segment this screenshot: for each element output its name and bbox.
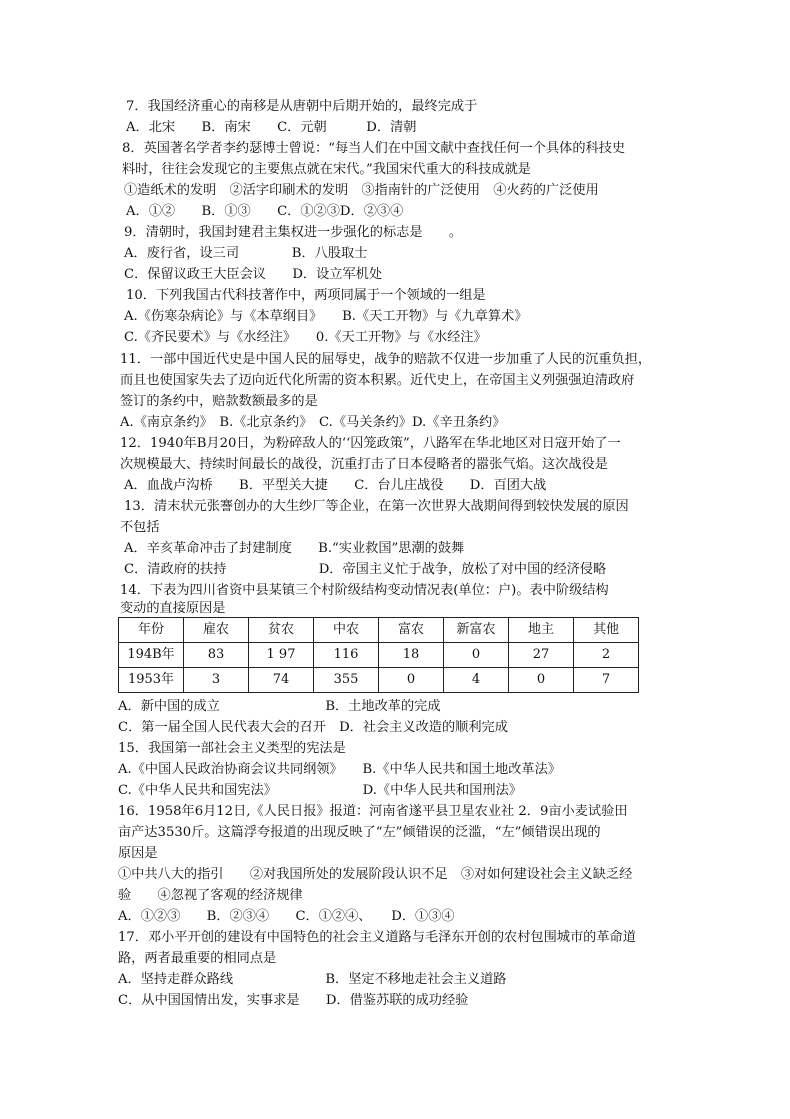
table-header-cell: 贫农 [249, 618, 314, 643]
q7-stem: 7．我国经济重心的南移是从唐朝中后期开始的，最终完成于 [126, 99, 478, 114]
q9-options-ab: A．废行省，设三司 B．八股取士 [124, 246, 368, 261]
table-header-row [119, 618, 639, 643]
table-header-cell: 新富农 [444, 618, 509, 643]
table-header-cell: 雇农 [184, 618, 249, 643]
q16-stem-2: 亩产达3530斤。这篇浮夸报道的出现反映了“左”倾错误的泛滥，“左”倾错误出现的 [118, 825, 601, 840]
q15-stem: 15．我国第一部社会主义类型的宪法是 [118, 741, 346, 756]
q13-stem-2: 不包括 [120, 520, 160, 535]
q17-stem-1: 17．邓小平开创的建设有中国特色的社会主义道路与毛泽东开创的农村包围城市的革命道 [118, 930, 636, 945]
q16-items-1: ①中共八大的指引 ②对我国所处的发展阶段认识不足 ③对如何建设社会主义缺乏经 [118, 867, 633, 882]
q7-options: A．北宋 B．南宋 C．元朝 D．清朝 [126, 120, 417, 135]
q8-stem-2: 料时，往往会发现它的主要焦点就在宋代。”我国宋代重大的科技成就是 [122, 162, 531, 177]
q17-options-cd: C．从中国国情出发，实事求是 D．借鉴苏联的成功经验 [118, 993, 469, 1008]
q14-options-ab: A．新中国的成立 B．土地改革的完成 [118, 699, 441, 714]
table-cell: 1953年 [119, 668, 184, 693]
table-header-cell: 中农 [314, 618, 379, 643]
q16-stem-1: 16．1958年6月12日,《人民日报》报道：河南省遂平县卫星农业社 2．9亩小麦试验田 [118, 804, 628, 819]
q17-stem-2: 路，两者最重要的相同点是 [118, 951, 277, 966]
q9-stem: 9．清朝时，我国封建君主集权进一步强化的标志是 。 [124, 225, 463, 240]
table-row [119, 668, 639, 693]
table-header-cell: 地主 [509, 618, 574, 643]
table-cell: 1 97 [249, 643, 314, 668]
table-cell: 4 [444, 668, 509, 693]
table-header-cell: 其他 [574, 618, 639, 643]
q10-options-cd: C.《齐民要术》与《水经注》 0.《天工开物》与《水经注》 [124, 330, 487, 345]
q16-stem-3: 原因是 [118, 846, 158, 861]
q10-stem: 10．下列我国古代科技著作中，两项同属于一个领域的一组是 [126, 288, 486, 303]
table-cell: 18 [379, 643, 444, 668]
q11-stem-1: 11．一部中国近代史是中国人民的屈辱史，战争的赔款不仅进一步加重了人民的沉重负担， [120, 352, 652, 367]
q13-options-ab: A．辛亥革命冲击了封建制度 B.“实业救国”思潮的鼓舞 [124, 541, 465, 556]
q11-stem-3: 签订的条约中，赔款数额最多的是 [120, 394, 318, 409]
q16-options: A．①②③ B．②③④ C．①②④、 D．①③④ [118, 909, 455, 924]
q8-items: ①造纸术的发明 ②活字印刷术的发明 ③指南针的广泛使用 ④火药的广泛使用 [124, 183, 599, 198]
table-cell: 194B年 [119, 643, 184, 668]
table-cell: 355 [314, 668, 379, 693]
q15-options-ab: A.《中国人民政治协商会议共同纲领》 B.《中华人民共和国土地改革法》 [118, 762, 561, 777]
q14-stem-2: 变动的直接原因是 [120, 601, 226, 616]
q17-options-ab: A．坚持走群众路线 B．坚定不移地走社会主义道路 [118, 972, 507, 987]
q13-options-cd: C．清政府的扶持 D．帝国主义忙于战争，放松了对中国的经济侵略 [124, 562, 607, 577]
table-cell: 2 [574, 643, 639, 668]
q14-options-cd: C．第一届全国人民代表大会的召开 D．社会主义改造的顺利完成 [118, 720, 508, 735]
q12-stem-1: 12．1940年B月20日，为粉碎敌人的‘‘囚笼政策”，八路军在华北地区对日寇开始了一 [120, 436, 621, 451]
q11-options: A.《南京条约》 B.《北京条约》 C.《马关条约》D.《辛丑条约》 [120, 415, 506, 430]
q12-stem-2: 次规模最大、持续时间最长的战役，沉重打击了日本侵略者的嚣张气焰。这次战役是 [120, 457, 608, 472]
table-row [119, 643, 639, 668]
table-header-cell: 富农 [379, 618, 444, 643]
table-cell: 74 [249, 668, 314, 693]
table-cell: 83 [184, 643, 249, 668]
table-cell: 7 [574, 668, 639, 693]
table-cell: 0 [379, 668, 444, 693]
q8-options: A．①② B．①③ C．①②③D．②③④ [126, 204, 404, 219]
q10-options-ab: A.《伤寒杂病论》与《本草纲目》 B.《天工开物》与《九章算术》 [124, 309, 528, 324]
q9-options-cd: C．保留议政王大臣会议 D．设立军机处 [124, 267, 383, 282]
class-structure-table [118, 617, 639, 693]
q15-options-cd: C.《中华人民共和国宪法》 D.《中华人民共和国刑法》 [118, 783, 522, 798]
q16-items-2: 验 ④忽视了客观的经济规律 [118, 888, 303, 903]
table-cell: 0 [509, 668, 574, 693]
table-cell: 116 [314, 643, 379, 668]
q14-stem-1: 14．下表为四川省资中县某镇三个村阶级结构变动情况表(单位：户)。表中阶级结构 [120, 583, 609, 598]
table-cell: 0 [444, 643, 509, 668]
q8-stem-1: 8．英国著名学者李约瑟博士曾说：“每当人们在中国文献中查找任何一个具体的科技史 [122, 141, 626, 156]
q12-options: A．血战卢沟桥 B．平型关大捷 C．台儿庄战役 D．百团大战 [124, 478, 547, 493]
table-cell: 3 [184, 668, 249, 693]
table-header-cell: 年份 [119, 618, 184, 643]
q11-stem-2: 而且也使国家失去了迈向近代化所需的资本积累。近代史上，在帝国主义列强强迫清政府 [120, 373, 635, 388]
table-cell: 27 [509, 643, 574, 668]
q13-stem-1: 13．清末状元张謇创办的大生纱厂等企业，在第一次世界大战期间得到较快发展的原因 [124, 499, 629, 514]
